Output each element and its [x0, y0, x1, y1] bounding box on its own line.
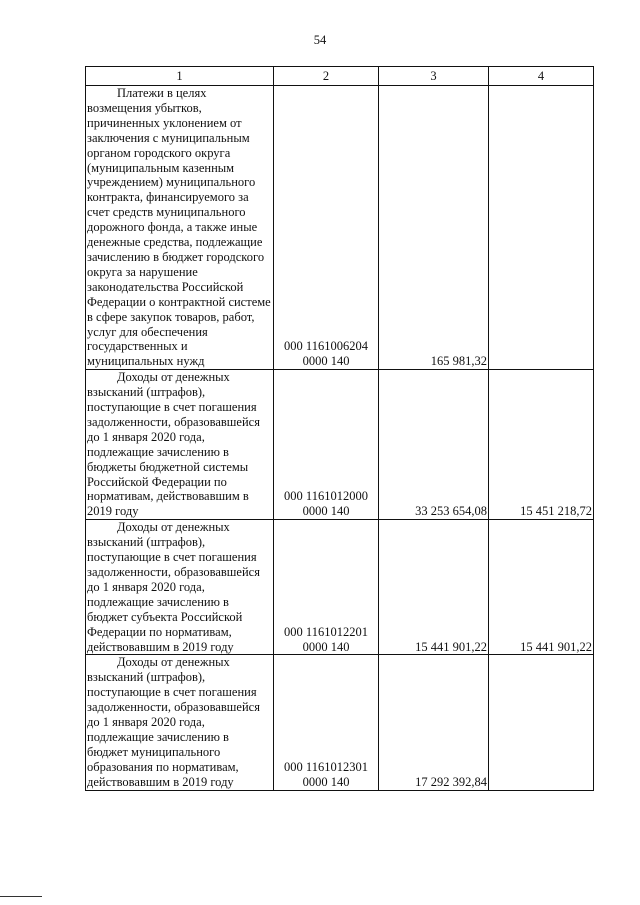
revenue-code-line2: 0000 140: [302, 354, 350, 369]
revenue-code-line1: 000 1161012301: [284, 759, 368, 774]
column-header-4: 4: [489, 67, 594, 86]
amount-column-3-cell: 17 292 392,84: [379, 655, 489, 790]
revenue-code-line1: 000 1161006204: [284, 339, 368, 354]
budget-revenue-table: [85, 66, 594, 791]
column-header-2: 2: [274, 67, 379, 86]
scan-edge-mark: [0, 896, 42, 897]
revenue-name-cell: Доходы от денежных взысканий (штрафов), поступающие в счет погашения задолженности, образовавшейся до 1 января 2020 года, подлежащие зачислению в бюджет муниципального образования по нормативам, действовавшим в 2019 году: [86, 655, 274, 790]
revenue-code-line2: 0000 140: [302, 504, 350, 519]
revenue-code-cell: [274, 86, 379, 370]
page-number: 54: [313, 33, 327, 47]
revenue-code-cell: [274, 370, 379, 520]
amount-column-4-cell: 15 441 901,22: [489, 520, 594, 655]
revenue-code-line2: 0000 140: [302, 639, 350, 654]
revenue-name-cell: Доходы от денежных взысканий (штрафов), поступающие в счет погашения задолженности, образовавшейся до 1 января 2020 года, подлежащие зачислению в бюджеты бюджетной системы Российской Федерации по нормативам, действовавшим в 2019 году: [86, 370, 274, 520]
revenue-code-cell: [274, 520, 379, 655]
column-header-3: 3: [379, 67, 489, 86]
amount-column-3-cell: 15 441 901,22: [379, 520, 489, 655]
table-row: [86, 86, 594, 370]
revenue-code-cell: [274, 655, 379, 790]
column-header-1: 1: [86, 67, 274, 86]
amount-column-3-cell: 165 981,32: [379, 86, 489, 370]
revenue-name-cell: Доходы от денежных взысканий (штрафов), поступающие в счет погашения задолженности, образовавшейся до 1 января 2020 года, подлежащие зачислению в бюджет субъекта Российской Федерации по нормативам, действовавшим в 2019 году: [86, 520, 274, 655]
table-row: [86, 370, 594, 520]
revenue-code-line2: 0000 140: [302, 774, 350, 789]
amount-column-3-cell: 33 253 654,08: [379, 370, 489, 520]
revenue-code-line1: 000 1161012201: [284, 624, 368, 639]
amount-column-4-cell: [489, 655, 594, 790]
amount-column-4-cell: [489, 86, 594, 370]
table-header-row: [86, 67, 594, 86]
table-row: [86, 655, 594, 790]
amount-column-4-cell: 15 451 218,72: [489, 370, 594, 520]
table-row: [86, 520, 594, 655]
revenue-code-line1: 000 1161012000: [284, 489, 368, 504]
revenue-name-cell: Платежи в целях возмещения убытков, причиненных уклонением от заключения с муниципальным органом городского округа (муниципальным казенным учреждением) муниципального контракта, финансируемого за счет средств муниципального дорожного фонда, а также иные денежные средства, подлежащие зачислению в бюджет городского округа за нарушение законодательства Российской Федерации о контрактной системе в сфере закупок товаров, работ, услуг для обеспечения государственных и муниципальных нужд: [86, 86, 274, 370]
